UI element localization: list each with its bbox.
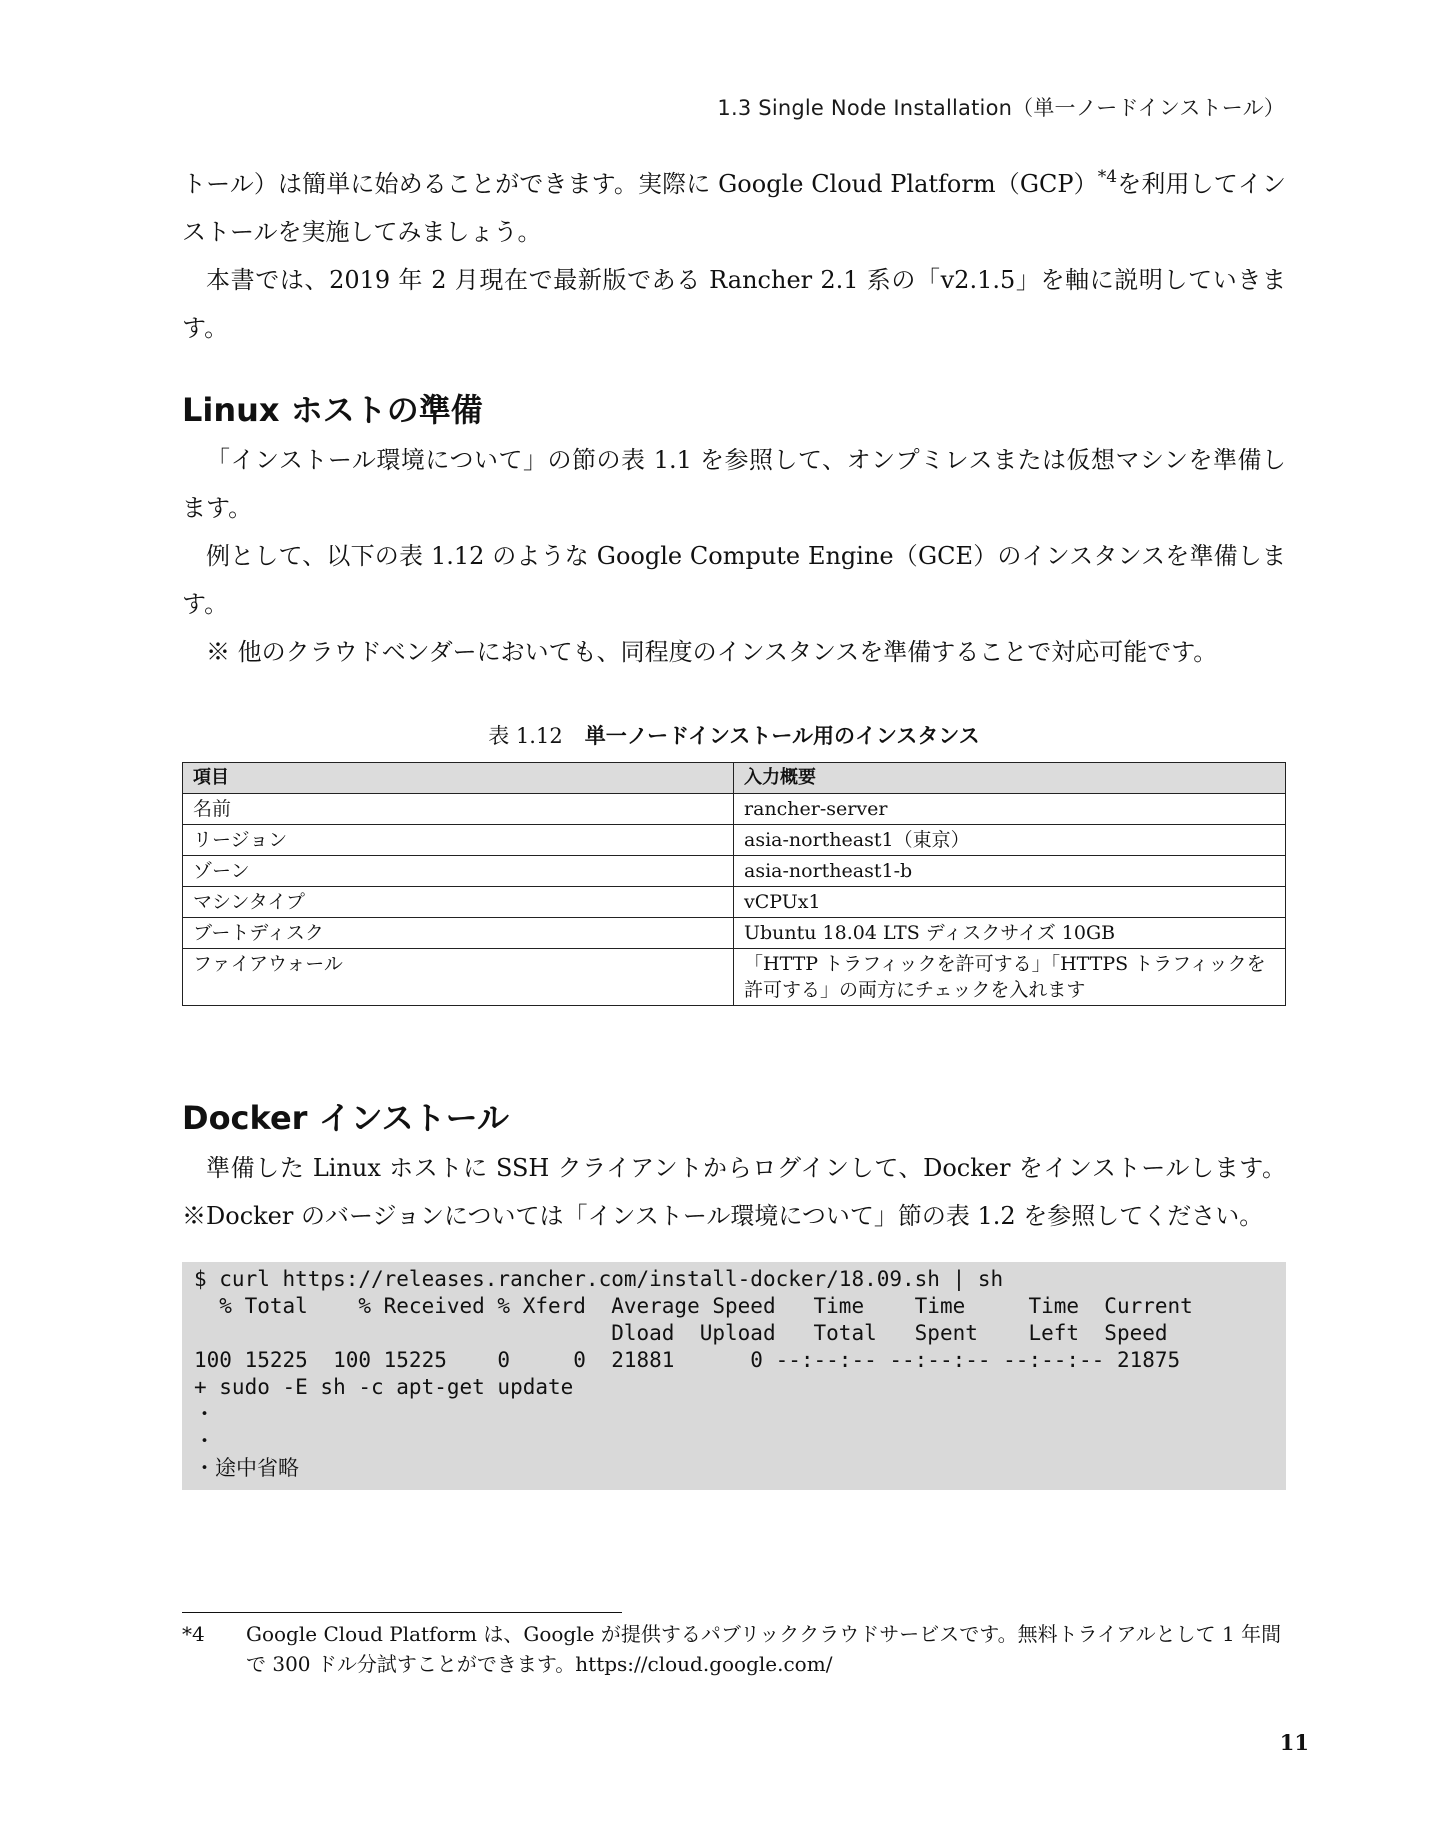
table-cell-value: 「HTTP トラフィックを許可する」「HTTPS トラフィックを許可する」の両方にチェックを入れます	[734, 949, 1286, 1006]
table-cell-value: asia-northeast1-b	[734, 856, 1286, 887]
docker-paragraph-1: 準備した Linux ホストに SSH クライアントからログインして、Docker をインストールします。※Docker のバージョンについては「インストール環境について」節の表 1.2 を参照してください。	[182, 1154, 1286, 1230]
intro-text-start: トール）は簡単に始めることができます。実際に Google Cloud Platform（GCP）	[182, 170, 1098, 198]
intro-paragraph-2: 本書では、2019 年 2 月現在で最新版である Rancher 2.1 系の「v2.1.5」を軸に説明していきます。	[182, 266, 1286, 342]
table-caption-number: 表 1.12	[488, 724, 563, 748]
table-cell-item: 名前	[183, 794, 734, 825]
table-row	[183, 918, 1286, 949]
footnote-reference[interactable]: *4	[1097, 167, 1118, 187]
linux-paragraph-3: ※ 他のクラウドベンダーにおいても、同程度のインスタンスを準備することで対応可能です。	[206, 638, 1218, 666]
table-caption-title: 単一ノードインストール用のインスタンス	[584, 724, 980, 748]
linux-paragraph-1: 「インストール環境について」の節の表 1.1 を参照して、オンプミレスまたは仮想マシンを準備します。	[182, 446, 1286, 522]
code-line: + sudo -E sh -c apt-get update	[194, 1375, 574, 1399]
table-cell-item: ゾーン	[183, 856, 734, 887]
linux-paragraph-2: 例として、以下の表 1.12 のような Google Compute Engine（GCE）のインスタンスを準備します。	[182, 542, 1286, 618]
code-line: $ curl https://releases.rancher.com/install-docker/18.09.sh | sh	[194, 1267, 1004, 1291]
footnote-mark: *4	[182, 1622, 205, 1646]
section-heading-docker: Docker インストール	[182, 1099, 509, 1137]
intro-text-end: を利用してインストールを実施してみましょう。	[182, 170, 1286, 246]
table-cell-value: asia-northeast1（東京）	[734, 825, 1286, 856]
table-header-row	[183, 763, 1286, 794]
table-caption	[182, 720, 1286, 750]
intro-paragraph-1	[182, 160, 1286, 256]
footnote-rule	[182, 1612, 622, 1613]
table-cell-value: Ubuntu 18.04 LTS ディスクサイズ 10GB	[734, 918, 1286, 949]
table-header-cell: 入力概要	[734, 763, 1286, 794]
footnote-area	[182, 1612, 1286, 1679]
table-cell-item: リージョン	[183, 825, 734, 856]
running-header: 1.3 Single Node Installation（単一ノードインストール）	[717, 96, 1285, 120]
section-heading-linux: Linux ホストの準備	[182, 391, 483, 429]
instance-table	[182, 762, 1286, 1006]
table-row	[183, 825, 1286, 856]
page-body	[182, 160, 1286, 1490]
table-header-cell: 項目	[183, 763, 734, 794]
table-row	[183, 887, 1286, 918]
table-cell-value: vCPUx1	[734, 887, 1286, 918]
code-line: Dload Upload Total Spent Left Speed	[194, 1321, 1168, 1345]
code-line: ・	[194, 1402, 215, 1426]
table-row	[183, 856, 1286, 887]
table-row	[183, 794, 1286, 825]
code-line: 100 15225 100 15225 0 0 21881 0 --:--:-- --:--:-- --:--:-- 21875	[194, 1348, 1181, 1372]
table-cell-item: ファイアウォール	[183, 949, 734, 1006]
table-cell-item: ブートディスク	[183, 918, 734, 949]
table-row	[183, 949, 1286, 1006]
code-line: ・途中省略	[194, 1456, 299, 1480]
table-cell-item: マシンタイプ	[183, 887, 734, 918]
page-number: 11	[1279, 1730, 1309, 1755]
code-line: ・	[194, 1429, 215, 1453]
footnote	[182, 1619, 1286, 1679]
table-cell-value: rancher-server	[734, 794, 1286, 825]
code-block[interactable]	[182, 1262, 1286, 1490]
footnote-text: Google Cloud Platform は、Google が提供するパブリッククラウドサービスです。無料トライアルとして 1 年間で 300 ドル分試すことができます。https://cloud.google.com/	[246, 1622, 1282, 1676]
code-line: % Total % Received % Xferd Average Speed Time Time Time Current	[194, 1294, 1193, 1318]
